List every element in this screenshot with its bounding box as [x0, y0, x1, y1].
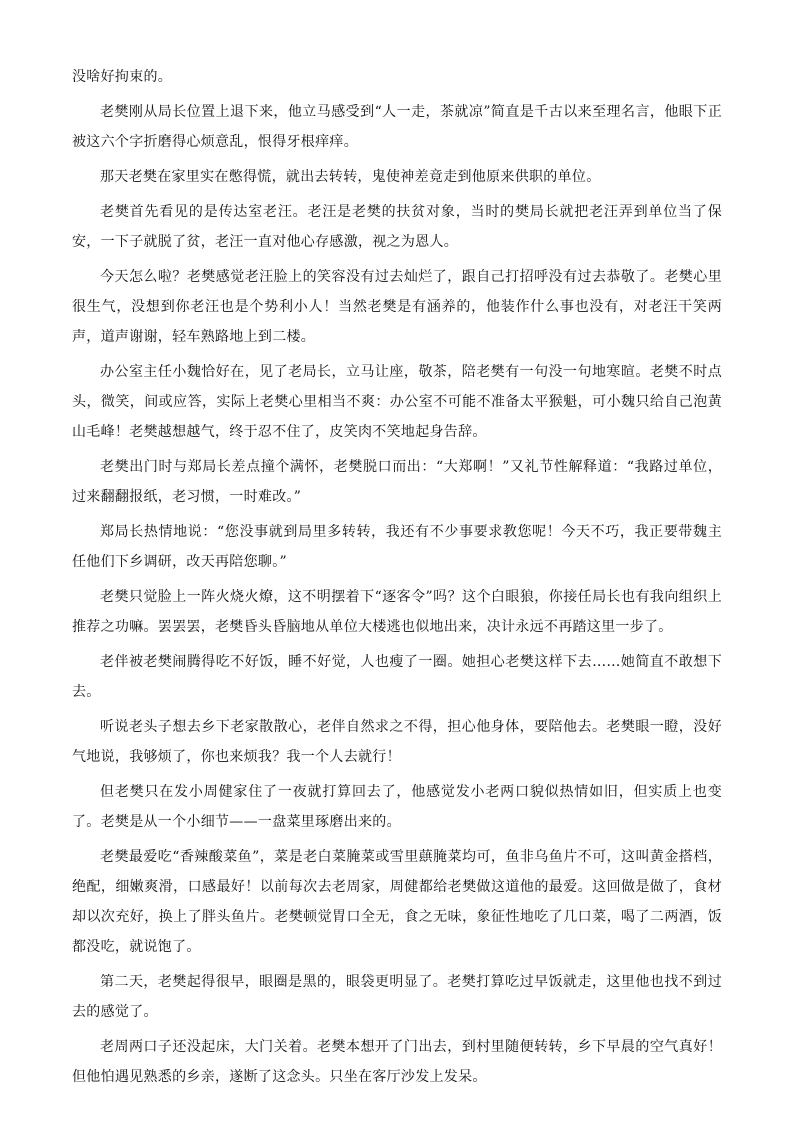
document-page [72, 62, 722, 1097]
paragraph-15: 老周两口子还没起床，大门关着。老樊本想开了门出去，到村里随便转转，乡下早晨的空气真好！但他怕遇见熟悉的乡亲，遂断了这念头。只坐在客厅沙发上发呆。 [72, 1039, 722, 1085]
paragraph-3: 那天老樊在家里实在憋得慌，就出去转转，鬼使神差竟走到他原来供职的单位。 [100, 169, 601, 185]
paragraph-7: 老樊出门时与郑局长差点撞个满怀，老樊脱口而出：“大郑啊！”又礼节性解释道：“我路过单位，过来翻翻报纸，老习惯，一时难改。” [72, 459, 722, 505]
paragraph-9: 老樊只觉脸上一阵火烧火燎，这不明摆着下“逐客令”吗？这个白眼狼，你接任局长也有我向组织上推荐之功嘛。罢罢罢，老樊昏头昏脑地从单位大楼逃也似地出来，决计永远不再踏这里一步了。 [72, 589, 722, 635]
paragraph-1: 没啥好拘束的。 [72, 69, 173, 85]
paragraph-8: 郑局长热情地说：“您没事就到局里多转转，我还有不少事要求教您呢！今天不巧，我正要带魏主任他们下乡调研，改天再陪您聊。” [72, 524, 722, 570]
paragraph-5: 今天怎么啦？老樊感觉老汪脸上的笑容没有过去灿烂了，跟自己打招呼没有过去恭敬了。老樊心里很生气，没想到你老汪也是个势利小人！当然老樊是有涵养的，他装作什么事也没有，对老汪干笑两声，道声谢谢，轻车熟路地上到二楼。 [72, 269, 722, 345]
paragraph-6: 办公室主任小魏恰好在，见了老局长，立马让座，敬茶，陪老樊有一句没一句地寒暄。老樊不时点头，微笑，间或应答，实际上老樊心里相当不爽：办公室不可能不准备太平猴魁，可小魏只给自己泡黄山毛峰！老樊越想越气，终于忍不住了，皮笑肉不笑地起身告辞。 [72, 364, 722, 440]
paragraph-12: 但老樊只在发小周健家住了一夜就打算回去了，他感觉发小老两口貌似热情如旧，但实质上也变了。老樊是从一个小细节——一盘菜里琢磨出来的。 [72, 784, 722, 830]
paragraph-4: 老樊首先看见的是传达室老汪。老汪是老樊的扶贫对象，当时的樊局长就把老汪弄到单位当了保安，一下子就脱了贫，老汪一直对他心存感激，视之为恩人。 [72, 204, 722, 250]
paragraph-2: 老樊刚从局长位置上退下来，他立马感受到“人一走，茶就凉”简直是千古以来至理名言，他眼下正被这六个字折磨得心烦意乱，恨得牙根痒痒。 [72, 104, 722, 150]
paragraph-13: 老樊最爱吃“香辣酸菜鱼”，菜是老白菜腌菜或雪里蕻腌菜均可，鱼非乌鱼片不可，这叫黄金搭档，绝配，细嫩爽滑，口感最好！以前每次去老周家，周健都给老樊做这道他的最爱。这回做是做了，食材却以次充好，换上了胖头鱼片。老樊顿觉胃口全无，食之无味，象征性地吃了几口菜，喝了二两酒，饭都没吃，就说饱了。 [72, 849, 722, 955]
paragraph-11: 听说老头子想去乡下老家散散心，老伴自然求之不得，担心他身体，要陪他去。老樊眼一瞪，没好气地说，我够烦了，你也来烦我？我一个人去就行！ [72, 719, 722, 765]
paragraph-10: 老伴被老樊闹腾得吃不好饭，睡不好觉，人也瘦了一圈。她担心老樊这样下去……她简直不敢想下去。 [72, 654, 722, 700]
paragraph-14: 第二天，老樊起得很早，眼圈是黑的，眼袋更明显了。老樊打算吃过早饭就走，这里他也找不到过去的感觉了。 [72, 974, 722, 1020]
